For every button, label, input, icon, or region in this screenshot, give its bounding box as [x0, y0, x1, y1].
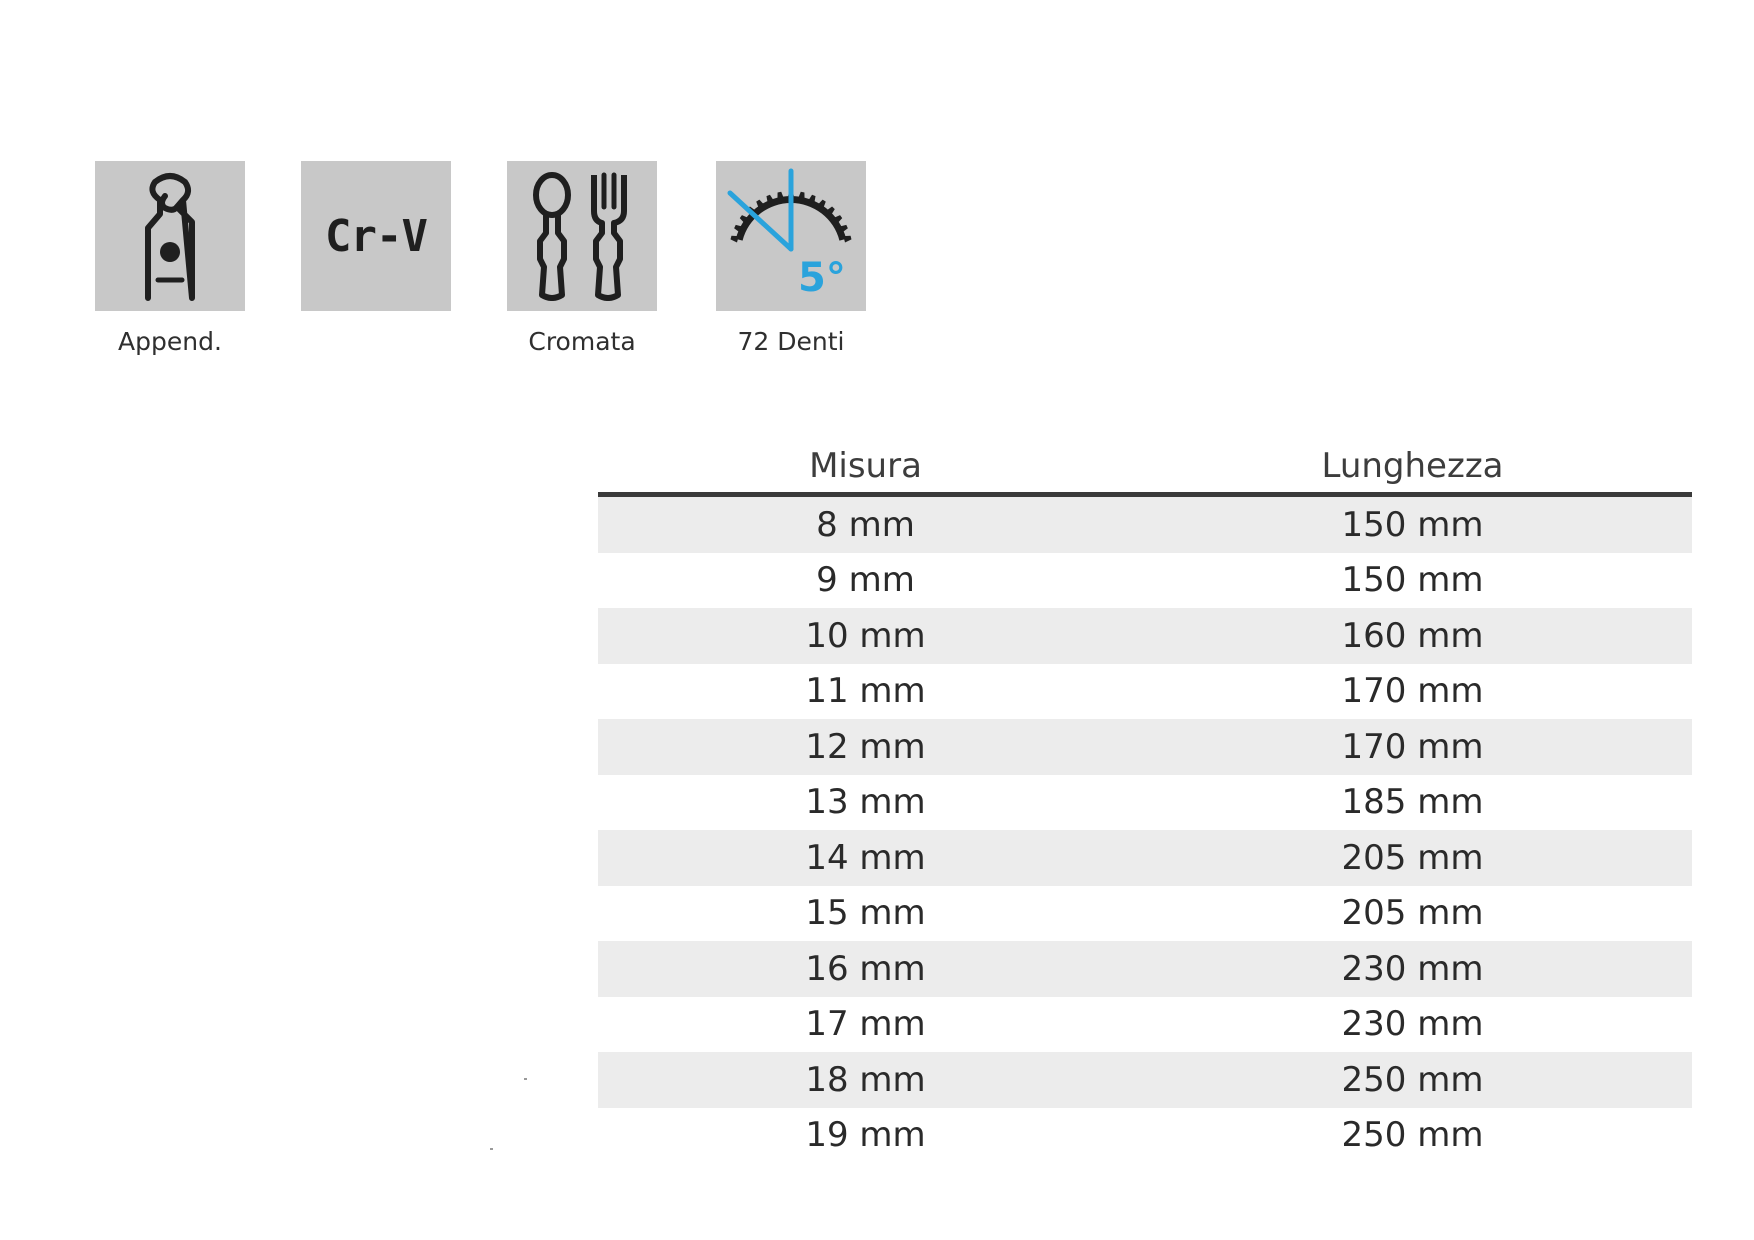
feature-caption: 72 Denti — [737, 327, 845, 356]
gear-tooth — [777, 192, 783, 200]
size-table — [598, 440, 1692, 1163]
feature-chrome — [507, 161, 657, 356]
scan-speck — [524, 1078, 527, 1080]
crv-text: Cr-V — [325, 210, 427, 262]
table-row — [598, 664, 1692, 720]
feature-tile — [95, 161, 245, 311]
cell-length: 250 mm — [1341, 1115, 1484, 1156]
cell-length: 230 mm — [1341, 948, 1484, 989]
cell-length: 205 mm — [1341, 893, 1484, 934]
cell-size: 11 mm — [805, 671, 926, 712]
cell-size: 16 mm — [805, 948, 926, 989]
table-row — [598, 997, 1692, 1053]
gear-tooth — [798, 192, 804, 200]
cell-size: 8 mm — [816, 504, 915, 545]
table-row — [598, 719, 1692, 775]
ratchet-gear-icon — [716, 161, 866, 311]
header-length: Lunghezza — [1321, 446, 1504, 486]
cell-size: 19 mm — [805, 1115, 926, 1156]
feature-tile — [507, 161, 657, 311]
table-header — [598, 440, 1692, 497]
header-size: Misura — [809, 446, 922, 486]
cell-size: 9 mm — [816, 560, 915, 601]
cell-size: 14 mm — [805, 837, 926, 878]
door-hanger-icon — [125, 170, 215, 302]
feature-teeth — [716, 161, 866, 356]
feature-caption: Append. — [118, 327, 222, 356]
table-row — [598, 1108, 1692, 1164]
cell-size: 10 mm — [805, 615, 926, 656]
scan-speck — [490, 1148, 493, 1150]
table-row — [598, 941, 1692, 997]
cell-length: 230 mm — [1341, 1004, 1484, 1045]
cell-length: 250 mm — [1341, 1059, 1484, 1100]
cell-length: 170 mm — [1341, 671, 1484, 712]
cell-size: 13 mm — [805, 782, 926, 823]
table-row — [598, 830, 1692, 886]
cell-length: 185 mm — [1341, 782, 1484, 823]
cell-length: 150 mm — [1341, 504, 1484, 545]
table-row — [598, 886, 1692, 942]
table-row — [598, 775, 1692, 831]
cell-size: 17 mm — [805, 1004, 926, 1045]
angle-label: 5° — [798, 255, 846, 301]
cell-length: 205 mm — [1341, 837, 1484, 878]
spoon-fork-icon — [522, 171, 642, 301]
table-row — [598, 608, 1692, 664]
cell-size: 12 mm — [805, 726, 926, 767]
cell-length: 160 mm — [1341, 615, 1484, 656]
cell-length: 150 mm — [1341, 560, 1484, 601]
table-row — [598, 553, 1692, 609]
cell-size: 18 mm — [805, 1059, 926, 1100]
table-body — [598, 497, 1692, 1163]
gear-tooth — [731, 236, 739, 243]
feature-caption: Cromata — [528, 327, 636, 356]
table-row — [598, 1052, 1692, 1108]
crv-badge-icon — [301, 161, 451, 311]
table-row — [598, 497, 1692, 553]
gear-tooth — [843, 236, 851, 243]
feature-hanging — [95, 161, 245, 356]
cell-length: 170 mm — [1341, 726, 1484, 767]
cell-size: 15 mm — [805, 893, 926, 934]
feature-tile — [716, 161, 866, 311]
feature-crv — [301, 161, 451, 327]
